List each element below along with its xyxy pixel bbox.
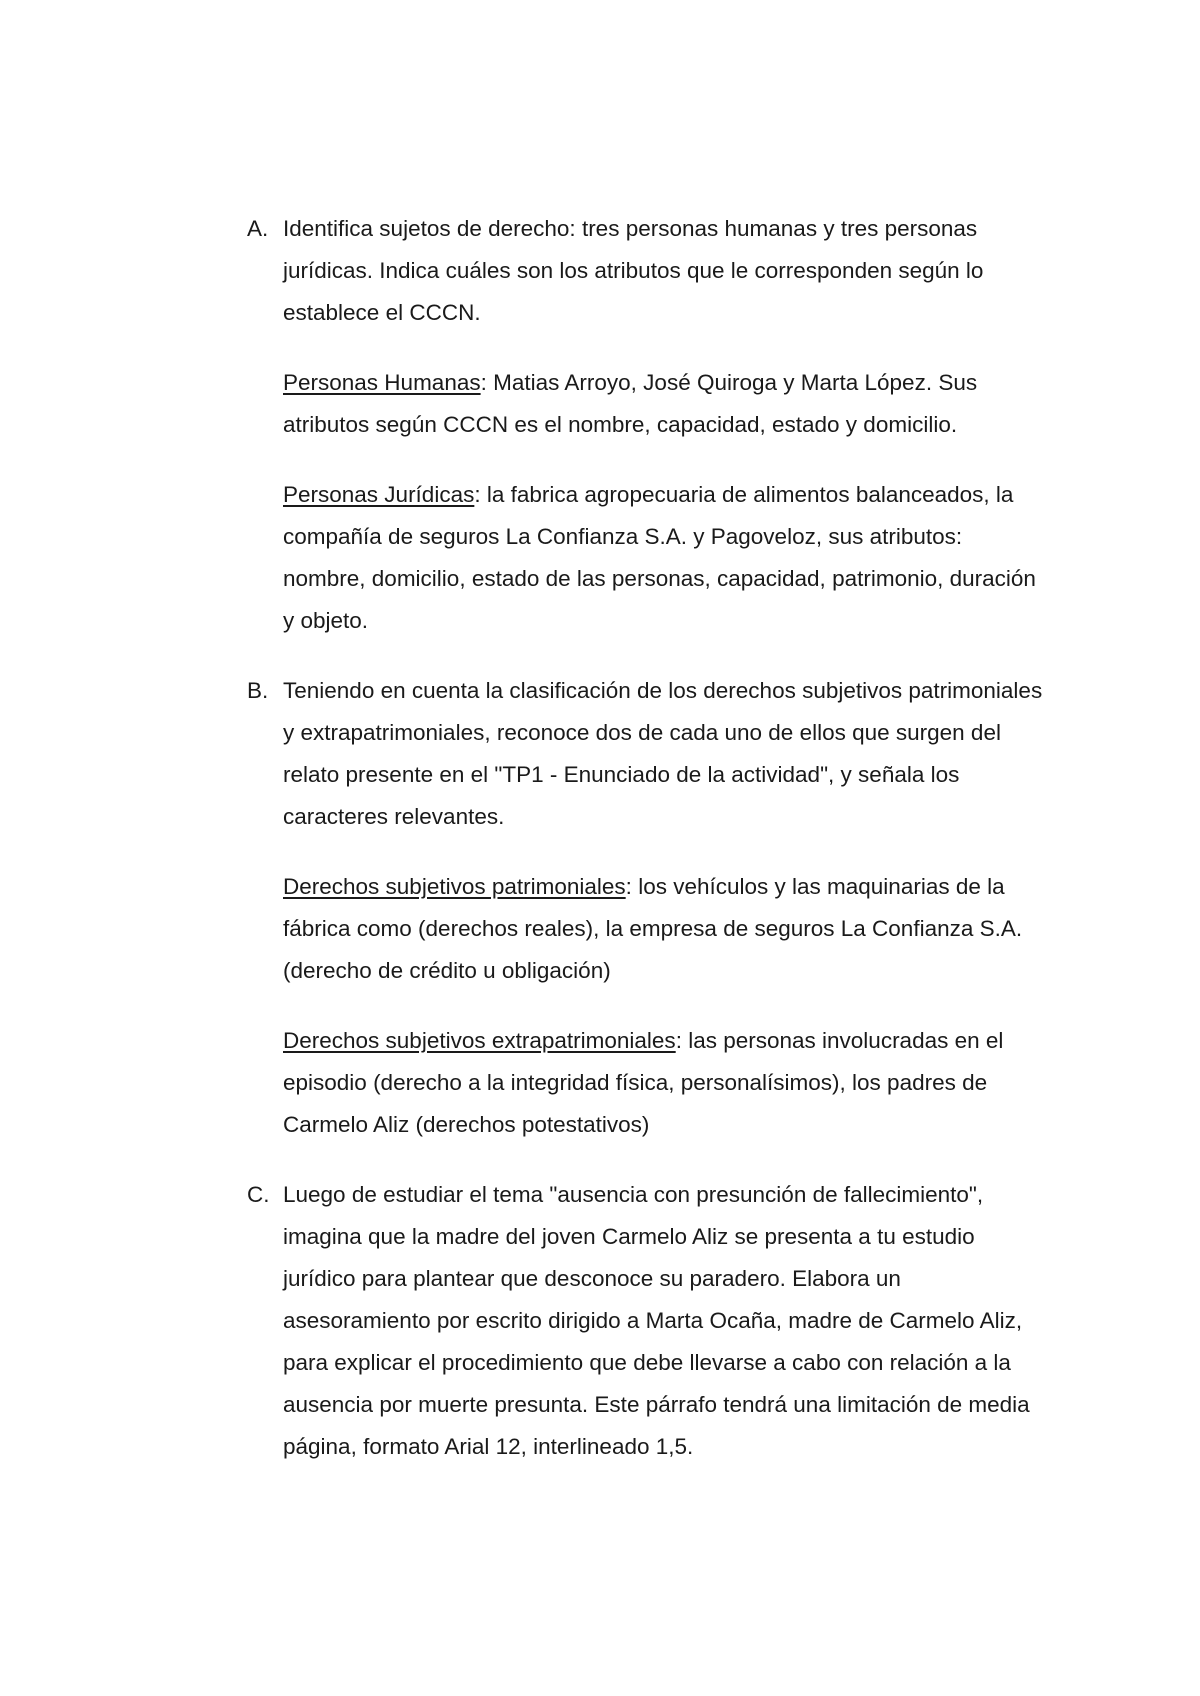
question-text: Identifica sujetos de derecho: tres personas humanas y tres personas jurídicas. Indica cuáles son los atributos que le corresponden según lo establece el CCCN.: [283, 216, 984, 325]
list-marker: B.: [247, 678, 269, 703]
answer-separator: :: [474, 482, 481, 507]
list-item-c: [247, 1174, 1047, 1468]
answer-separator: :: [625, 874, 632, 899]
list-marker: A.: [247, 216, 269, 241]
answer-label: Personas Jurídicas: [283, 482, 475, 507]
document-body: [247, 208, 1047, 1468]
list-marker: C.: [247, 1182, 270, 1207]
answer-paragraph: [283, 866, 1043, 992]
item-content: [283, 208, 1043, 642]
question-text: Luego de estudiar el tema "ausencia con presunción de fallecimiento", imagina que la madre del joven Carmelo Aliz se presenta a tu estudio jurídico para plantear que desconoce su paradero. Elabora un asesoramiento por escrito dirigido a Marta Ocaña, madre de Carmelo Aliz, para explicar el procedimiento que debe llevarse a cabo con relación a la ausencia por muerte presunta. Este párrafo tendrá una limitación de media página, formato Arial 12, interlineado 1,5.: [283, 1182, 1030, 1459]
answer-paragraph: [283, 362, 1043, 446]
answer-label: Derechos subjetivos patrimoniales: [283, 874, 626, 899]
answer-separator: :: [480, 370, 487, 395]
answer-label: Derechos subjetivos extrapatrimoniales: [283, 1028, 676, 1053]
list-item-b: [247, 670, 1047, 1146]
answer-separator: :: [675, 1028, 682, 1053]
list-item-a: [247, 208, 1047, 642]
answer-paragraph: [283, 1020, 1043, 1146]
question-text: Teniendo en cuenta la clasificación de los derechos subjetivos patrimoniales y extrapatrimoniales, reconoce dos de cada uno de ellos que surgen del relato presente en el "TP1 - Enunciado de la actividad", y señala los caracteres relevantes.: [283, 678, 1043, 829]
answer-label: Personas Humanas: [283, 370, 481, 395]
answer-text: las personas involucradas en el episodio (derecho a la integridad física, personalísimos), los padres de Carmelo Aliz (derechos potestativos): [283, 1028, 1004, 1137]
answer-paragraph: [283, 474, 1043, 642]
answer-text: la fabrica agropecuaria de alimentos balanceados, la compañía de seguros La Confianza S.A. y Pagoveloz, sus atributos: nombre, domicilio, estado de las personas, capacidad, patrimonio, duración y objeto.: [283, 482, 1036, 633]
answer-text: Matias Arroyo, José Quiroga y Marta López. Sus atributos según CCCN es el nombre, capacidad, estado y domicilio.: [283, 370, 978, 437]
answer-text: los vehículos y las maquinarias de la fábrica como (derechos reales), la empresa de seguros La Confianza S.A. (derecho de crédito u obligación): [283, 874, 1023, 983]
item-content: [283, 1174, 1043, 1468]
item-content: [283, 670, 1043, 1146]
